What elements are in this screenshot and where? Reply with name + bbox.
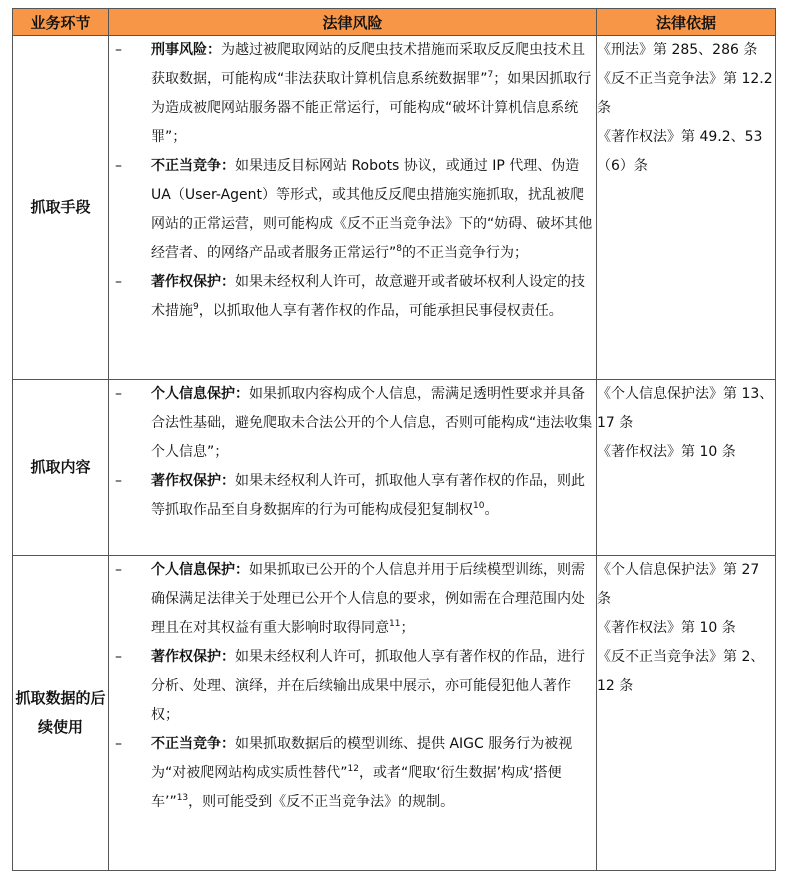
basis-item: 《著作权法》第 10 条 (597, 620, 736, 636)
footnote-ref: 9 (193, 302, 199, 312)
basis-item: 《刑法》第 285、286 条 (597, 42, 758, 58)
risk-item: – 个人信息保护：如果抓取已公开的个人信息并用于后续模型训练，则需确保满足法律关于处理已公开个人信息的要求，例如需在合理范围内处理且在对其权益有重大影响时取得同意$^{11}$； (109, 556, 596, 643)
risk-text: 如果抓取已公开的个人信息并用于后续模型训练，则需确保满足法律关于处理已公开个人信息的要求，例如需在合理范围内处理且在对其权益有重大影响时取得同意 (151, 562, 585, 636)
risk-label: 著作权保护 (151, 649, 221, 665)
table-row (13, 556, 776, 871)
risk-item: – 个人信息保护：如果抓取内容构成个人信息，需满足透明性要求并具备合法性基础，避免爬取未合法公开的个人信息，否则可能构成“违法收集个人信息”； (109, 380, 596, 467)
risk-cell (109, 380, 597, 556)
footnote-ref: 11 (389, 619, 401, 629)
risk-item: – 著作权保护：如果未经权利人许可，抓取他人享有著作权的作品，则此等抓取作品至自身数据库的行为可能构成侵犯复制权$^{10}$。 (109, 467, 596, 525)
footnote-ref: 10 (473, 501, 485, 511)
footnote-ref: 13 (176, 793, 189, 803)
risk-item: – 著作权保护：如果未经权利人许可，抓取他人享有著作权的作品，进行分析、处理、演绎，并在后续输出成果中展示，亦可能侵犯他人著作权； (109, 643, 596, 730)
table-row (13, 36, 776, 380)
legal-risk-table (12, 8, 776, 871)
risk-item: – 著作权保护：如果未经权利人许可，故意避开或者破坏权利人设定的技术措施$^9$，以抓取他人享有著作权的作品，可能承担民事侵权责任。 (109, 268, 596, 326)
risk-cell (109, 36, 597, 380)
basis-cell (597, 556, 776, 871)
risk-item: – 不正当竞争：如果违反目标网站 Robots 协议，或通过 IP 代理、伪造 UA（User-Agent）等形式，或其他反反爬虫措施实施抓取，扰乱被爬网站的正常运营，则可能构成《反不正当竞争法》下的“妨碍、破坏其他经营者、的网络产品或者服务正常运行”$^8$的不正当竞争行为； (109, 152, 596, 268)
basis-item: 《著作权法》第 10 条 (597, 444, 736, 460)
stage-cell: 抓取数据的后续使用 (13, 556, 109, 871)
dash-bullet: – (115, 386, 122, 402)
risk-label: 著作权保护 (151, 473, 221, 489)
risk-text: 为越过被爬取网站的反爬虫技术措施而采取反反爬虫技术且获取数据，可能构成“非法获取计算机信息系统数据罪” (151, 42, 585, 87)
dash-bullet: – (115, 158, 122, 174)
basis-item: 《著作权法》第 49.2、53（6）条 (597, 129, 763, 174)
footnote-ref: 7 (487, 70, 494, 80)
dash-bullet: – (115, 649, 122, 665)
risk-text: 如果未经权利人许可，抓取他人享有著作权的作品，进行分析、处理、演绎，并在后续输出成果中展示，亦可能侵犯他人著作权； (151, 649, 585, 723)
header-basis: 法律依据 (597, 9, 776, 36)
risk-cell (109, 556, 597, 871)
dash-bullet: – (115, 736, 122, 752)
basis-item: 《个人信息保护法》第 13、17 条 (597, 386, 774, 431)
risk-label: 个人信息保护 (151, 562, 235, 578)
dash-bullet: – (115, 42, 122, 58)
dash-bullet: – (115, 562, 122, 578)
footnote-ref: 12 (347, 764, 359, 774)
table-row (13, 380, 776, 556)
basis-cell (597, 36, 776, 380)
footnote-ref: 8 (396, 244, 402, 254)
basis-item: 《反不正当竞争法》第 12.2 条 (597, 71, 773, 116)
risk-item: – 不正当竞争：如果抓取数据后的模型训练、提供 AIGC 服务行为被视为“对被爬网站构成实质性替代”$^{12}$，或者“爬取‘衍生数据’构成‘搭便车’”$^{13}$，则可能受到《反不正当竞争法》的规制。 (109, 730, 596, 817)
risk-text: 如果未经权利人许可，故意避开或者破坏权利人设定的技术措施 (151, 274, 585, 319)
dash-bullet: – (115, 473, 122, 489)
risk-text: 如果抓取数据后的模型训练、提供 AIGC 服务行为被视为“对被爬网站构成实质性替代” (151, 736, 573, 781)
stage-cell: 抓取手段 (13, 36, 109, 380)
risk-text: 如果违反目标网站 Robots 协议，或通过 IP 代理、伪造 UA（User-Agent）等形式，或其他反反爬虫措施实施抓取，扰乱被爬网站的正常运营，则可能构成《反不正当竞争法》下的“妨碍、破坏其他经营者、的网络产品或者服务正常运行” (151, 158, 593, 261)
header-stage: 业务环节 (13, 9, 109, 36)
basis-item: 《个人信息保护法》第 27 条 (597, 562, 760, 607)
risk-text: 如果抓取内容构成个人信息，需满足透明性要求并具备合法性基础，避免爬取未合法公开的个人信息，否则可能构成“违法收集个人信息”； (151, 386, 593, 460)
risk-item: – 刑事风险：为越过被爬取网站的反爬虫技术措施而采取反反爬虫技术且获取数据，可能构成“非法获取计算机信息系统数据罪”$^7$；如果因抓取行为造成被爬网站服务器不能正常运行，可能构成“破坏计算机信息系统罪”； (109, 36, 596, 152)
risk-label: 刑事风险 (151, 42, 207, 58)
risk-label: 著作权保护 (151, 274, 221, 290)
dash-bullet: – (115, 274, 122, 290)
header-risk: 法律风险 (109, 9, 597, 36)
risk-label: 不正当竞争 (151, 736, 221, 752)
risk-label: 不正当竞争 (151, 158, 221, 174)
basis-item: 《反不正当竞争法》第 2、12 条 (597, 649, 765, 694)
risk-text: 如果未经权利人许可，抓取他人享有著作权的作品，则此等抓取作品至自身数据库的行为可能构成侵犯复制权 (151, 473, 585, 518)
stage-cell: 抓取内容 (13, 380, 109, 556)
basis-cell (597, 380, 776, 556)
header-row (13, 9, 776, 36)
risk-label: 个人信息保护 (151, 386, 235, 402)
